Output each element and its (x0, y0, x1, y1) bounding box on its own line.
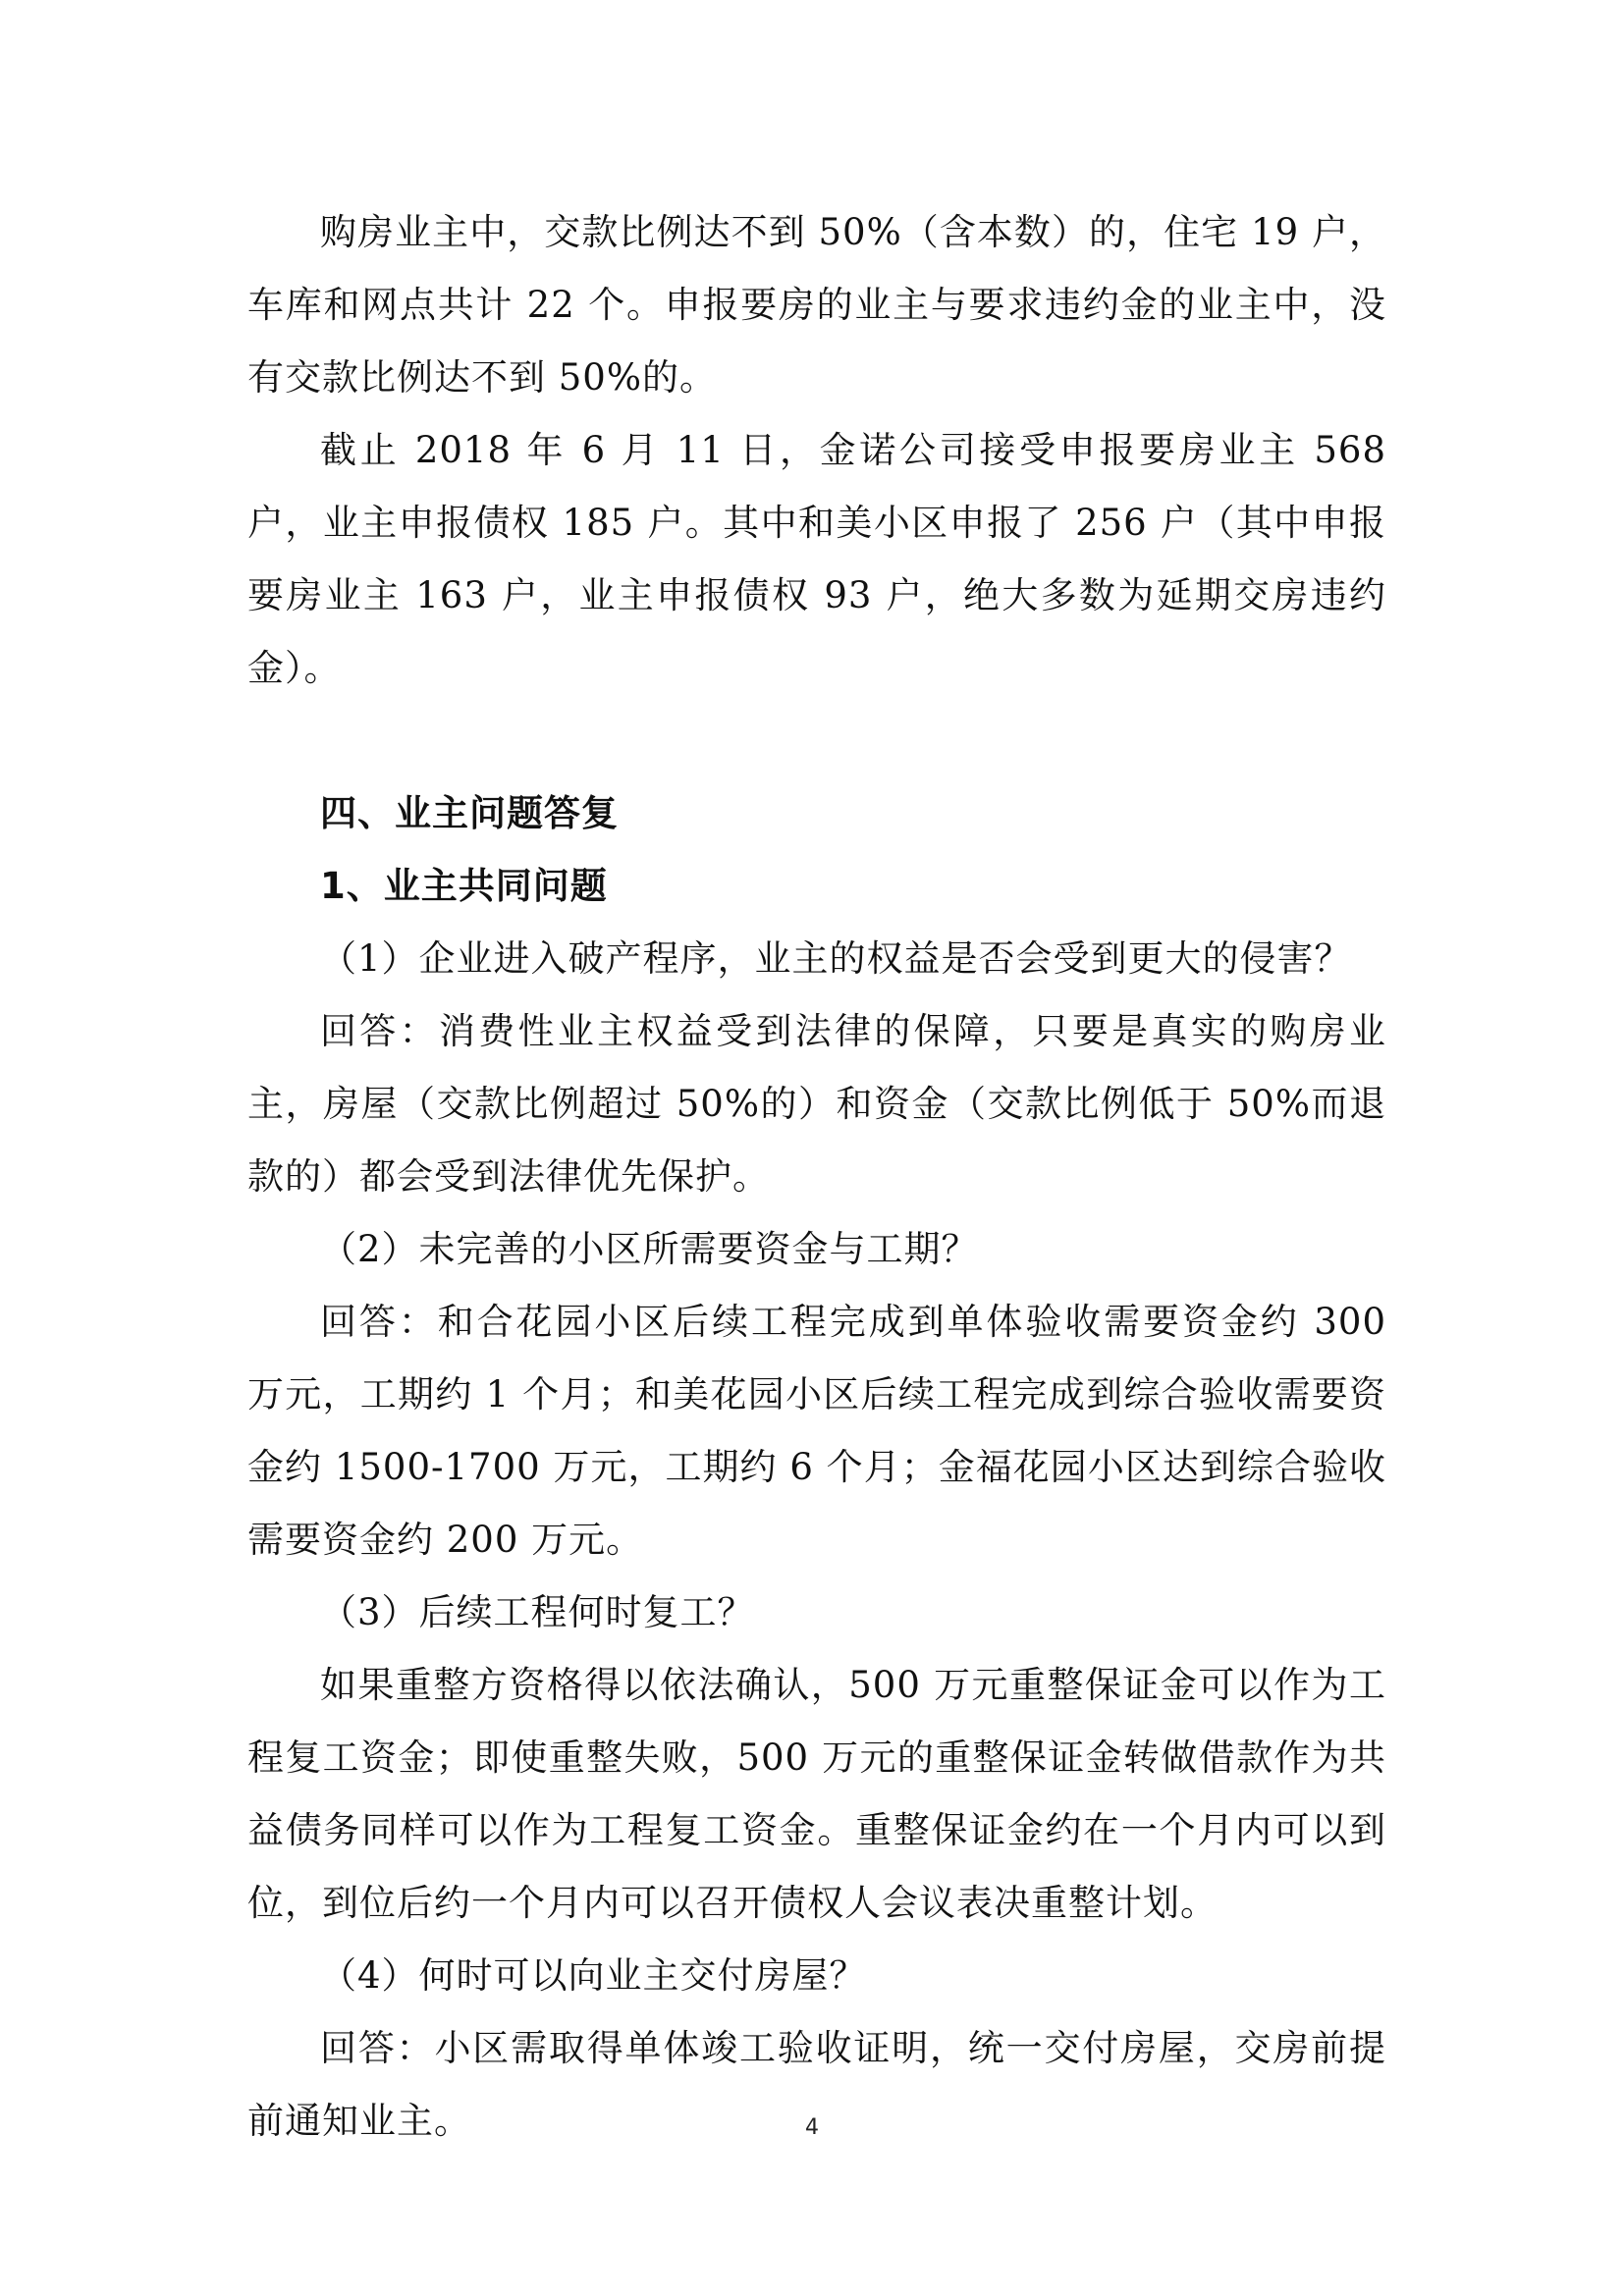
answer-3: 如果重整方资格得以依法确认，500 万元重整保证金可以作为工程复工资金；即使重整失败，500 万元的重整保证金转做借款作为共益债务同样可以作为工程复工资金。重整保证金约在一个月内可以到位，到位后约一个月内可以召开债权人会议表决重整计划。 (247, 1664, 1386, 1924)
question-1: （1）企业进入破产程序，业主的权益是否会受到更大的侵害？ (320, 937, 1352, 980)
document-body (247, 196, 1386, 2158)
question-2: （2）未完善的小区所需要资金与工期？ (320, 1228, 979, 1270)
question-3: （3）后续工程何时复工？ (320, 1591, 755, 1633)
section-heading: 四、业主问题答复 (320, 792, 619, 834)
section-gap (247, 705, 1386, 777)
answer-2: 回答：和合花园小区后续工程完成到单体验收需要资金约 300 万元，工期约 1 个月；和美花园小区后续工程完成到综合验收需要资金约 1500-1700 万元，工期约 6 个月；金福花园小区达到综合验收需要资金约 200 万元。 (247, 1301, 1386, 1561)
page-number: 4 (805, 2115, 819, 2140)
paragraph: 截止 2018 年 6 月 11 日，金诺公司接受申报要房业主 568 户，业主申报债权 185 户。其中和美小区申报了 256 户（其中申报要房业主 163 户，业主申报债权 93 户，绝大多数为延期交房违约金）。 (247, 429, 1386, 689)
answer-1: 回答：消费性业主权益受到法律的保障，只要是真实的购房业主，房屋（交款比例超过 50%的）和资金（交款比例低于 50%而退款的）都会受到法律优先保护。 (247, 1010, 1386, 1198)
answer-4: 回答：小区需取得单体竣工验收证明，统一交付房屋，交房前提前通知业主。 (247, 2027, 1386, 2142)
question-4: （4）何时可以向业主交付房屋？ (320, 1954, 867, 1997)
subsection-heading: 1、业主共同问题 (320, 865, 608, 907)
paragraph: 购房业主中，交款比例达不到 50%（含本数）的，住宅 19 户，车库和网点共计 22 个。申报要房的业主与要求违约金的业主中，没有交款比例达不到 50%的。 (247, 211, 1386, 399)
